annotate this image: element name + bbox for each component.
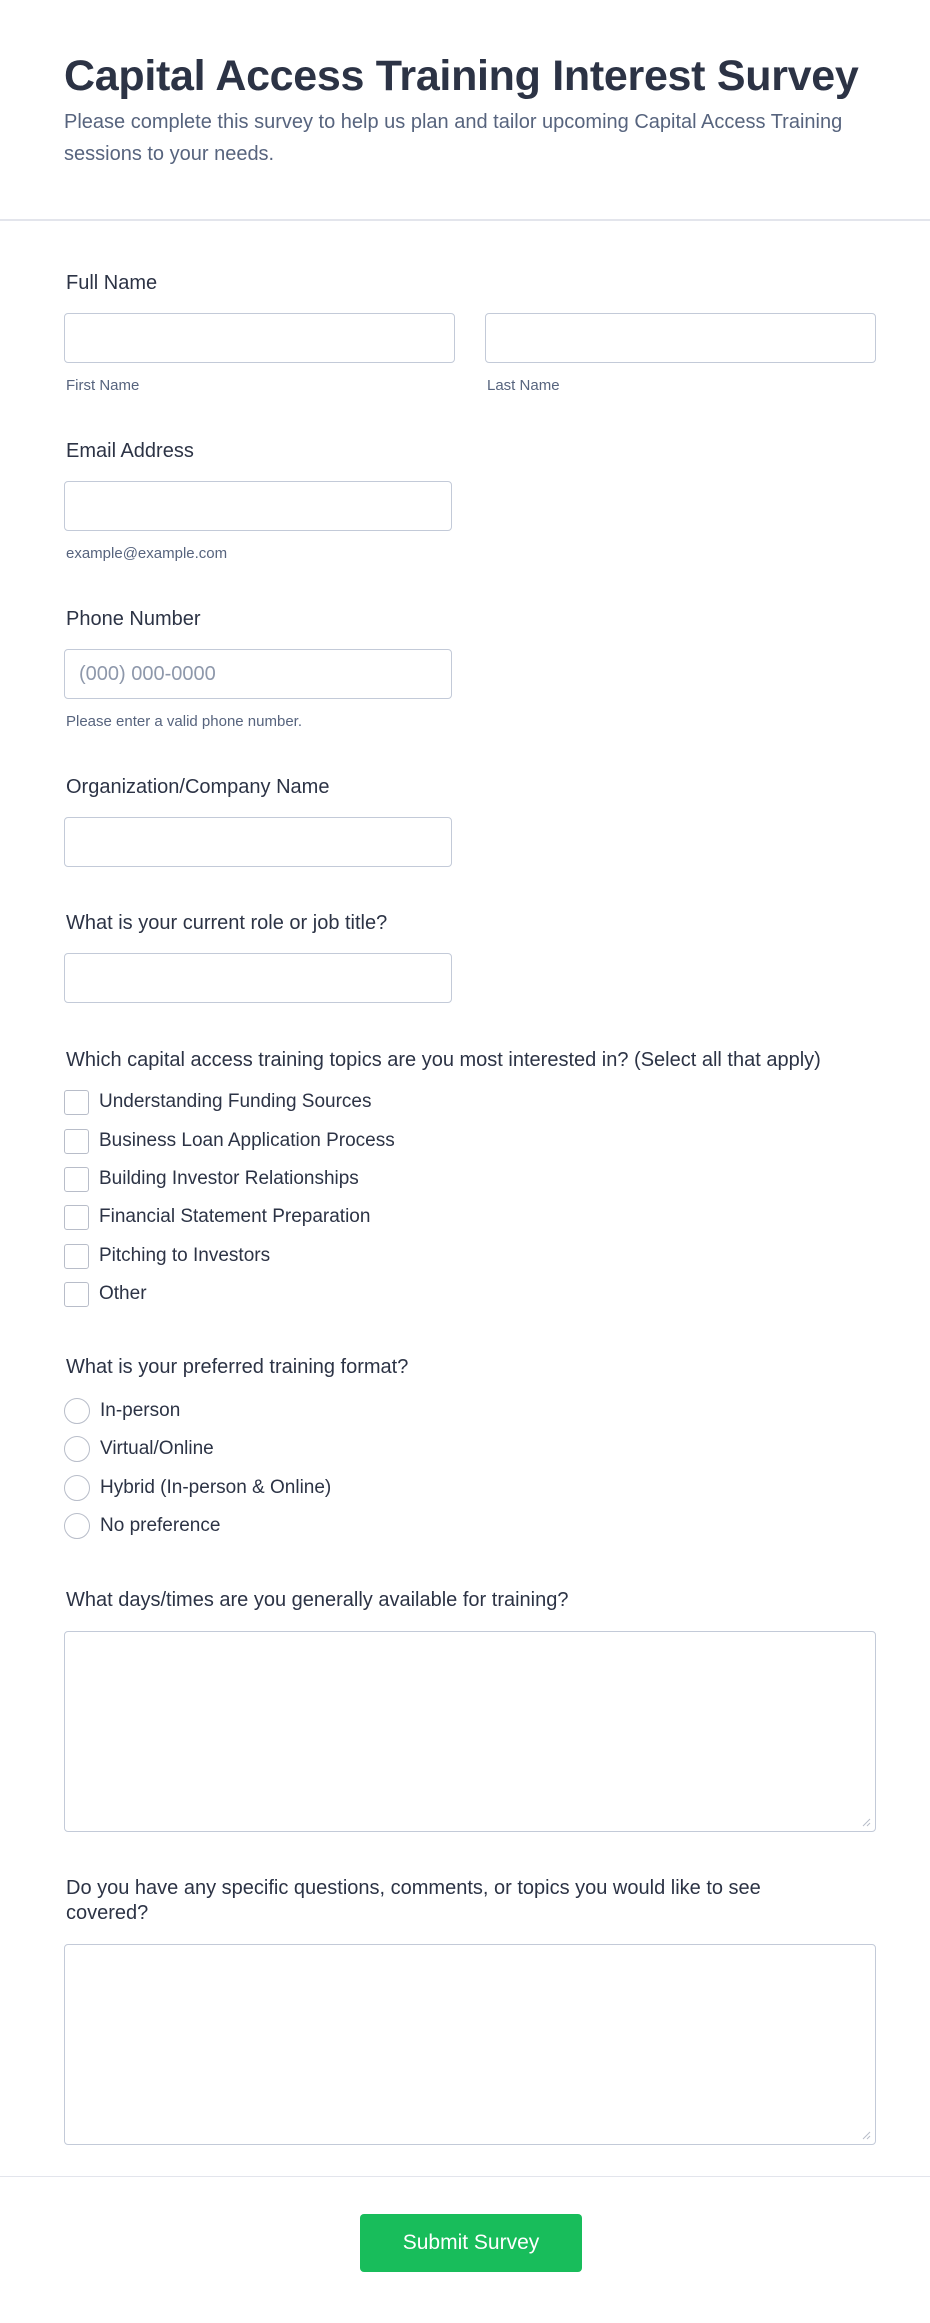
radio-button[interactable] (64, 1436, 90, 1462)
first-name-input[interactable] (65, 314, 454, 362)
first-name-sublabel: First Name (66, 377, 140, 394)
role-label: What is your current role or job title? (66, 912, 388, 934)
phone-input[interactable] (65, 650, 451, 698)
availability-label: What days/times are you generally available for training? (66, 1589, 569, 1611)
format-option-label: In-person (100, 1400, 181, 1421)
resize-grip-icon[interactable] (861, 1817, 871, 1827)
role-field[interactable] (64, 953, 452, 1003)
email-field[interactable] (64, 481, 452, 531)
radio-button[interactable] (64, 1475, 90, 1501)
topic-option-label: Building Investor Relationships (99, 1168, 359, 1189)
first-name-field[interactable] (64, 313, 455, 363)
topic-option-label: Understanding Funding Sources (99, 1091, 372, 1112)
role-input[interactable] (65, 954, 451, 1002)
availability-textarea[interactable] (65, 1632, 875, 1831)
topics-label: Which capital access training topics are you most interested in? (Select all that apply) (66, 1049, 821, 1071)
format-option[interactable] (64, 1436, 214, 1462)
format-option[interactable] (64, 1513, 220, 1539)
phone-field[interactable] (64, 649, 452, 699)
topic-option[interactable] (64, 1089, 372, 1115)
email-sublabel: example@example.com (66, 545, 228, 562)
resize-grip-icon[interactable] (861, 2130, 871, 2140)
topic-option-label: Financial Statement Preparation (99, 1206, 371, 1227)
radio-button[interactable] (64, 1513, 90, 1539)
checkbox[interactable] (64, 1205, 89, 1230)
comments-label-line2: covered? (66, 1902, 149, 1924)
topic-option[interactable] (64, 1281, 147, 1307)
topic-option[interactable] (64, 1243, 270, 1269)
phone-label: Phone Number (66, 608, 201, 630)
checkbox[interactable] (64, 1129, 89, 1154)
organization-input[interactable] (65, 818, 451, 866)
email-label: Email Address (66, 440, 194, 462)
comments-label-line1: Do you have any specific questions, comments, or topics you would like to see (66, 1877, 761, 1899)
topic-option[interactable] (64, 1128, 395, 1154)
topic-option[interactable] (64, 1204, 370, 1230)
organization-label: Organization/Company Name (66, 776, 330, 798)
comments-field[interactable] (64, 1944, 876, 2145)
submit-button[interactable]: Submit Survey (360, 2214, 582, 2272)
organization-field[interactable] (64, 817, 452, 867)
full-name-label: Full Name (66, 272, 158, 294)
format-option-label: Virtual/Online (100, 1438, 214, 1459)
form-header (0, 0, 930, 221)
topic-option-label: Pitching to Investors (99, 1245, 271, 1266)
page-title: Capital Access Training Interest Survey (64, 52, 859, 100)
format-option[interactable] (64, 1475, 331, 1501)
last-name-sublabel: Last Name (487, 377, 560, 394)
format-option-label: No preference (100, 1515, 221, 1536)
format-option[interactable] (64, 1398, 180, 1424)
checkbox[interactable] (64, 1090, 89, 1115)
topic-option[interactable] (64, 1166, 359, 1192)
page-subtitle: Please complete this survey to help us plan and tailor upcoming Capital Access Training sessions to your needs. (64, 111, 843, 165)
format-option-label: Hybrid (In-person & Online) (100, 1477, 332, 1498)
comments-textarea[interactable] (65, 1945, 875, 2144)
checkbox[interactable] (64, 1282, 89, 1307)
radio-button[interactable] (64, 1398, 90, 1424)
email-input[interactable] (65, 482, 451, 530)
phone-sublabel: Please enter a valid phone number. (66, 713, 302, 730)
checkbox[interactable] (64, 1244, 89, 1269)
topic-option-label: Business Loan Application Process (99, 1130, 395, 1151)
format-label: What is your preferred training format? (66, 1356, 409, 1378)
checkbox[interactable] (64, 1167, 89, 1192)
last-name-input[interactable] (486, 314, 875, 362)
topic-option-label: Other (99, 1283, 147, 1304)
availability-field[interactable] (64, 1631, 876, 1832)
last-name-field[interactable] (485, 313, 876, 363)
footer-divider (0, 2176, 930, 2177)
